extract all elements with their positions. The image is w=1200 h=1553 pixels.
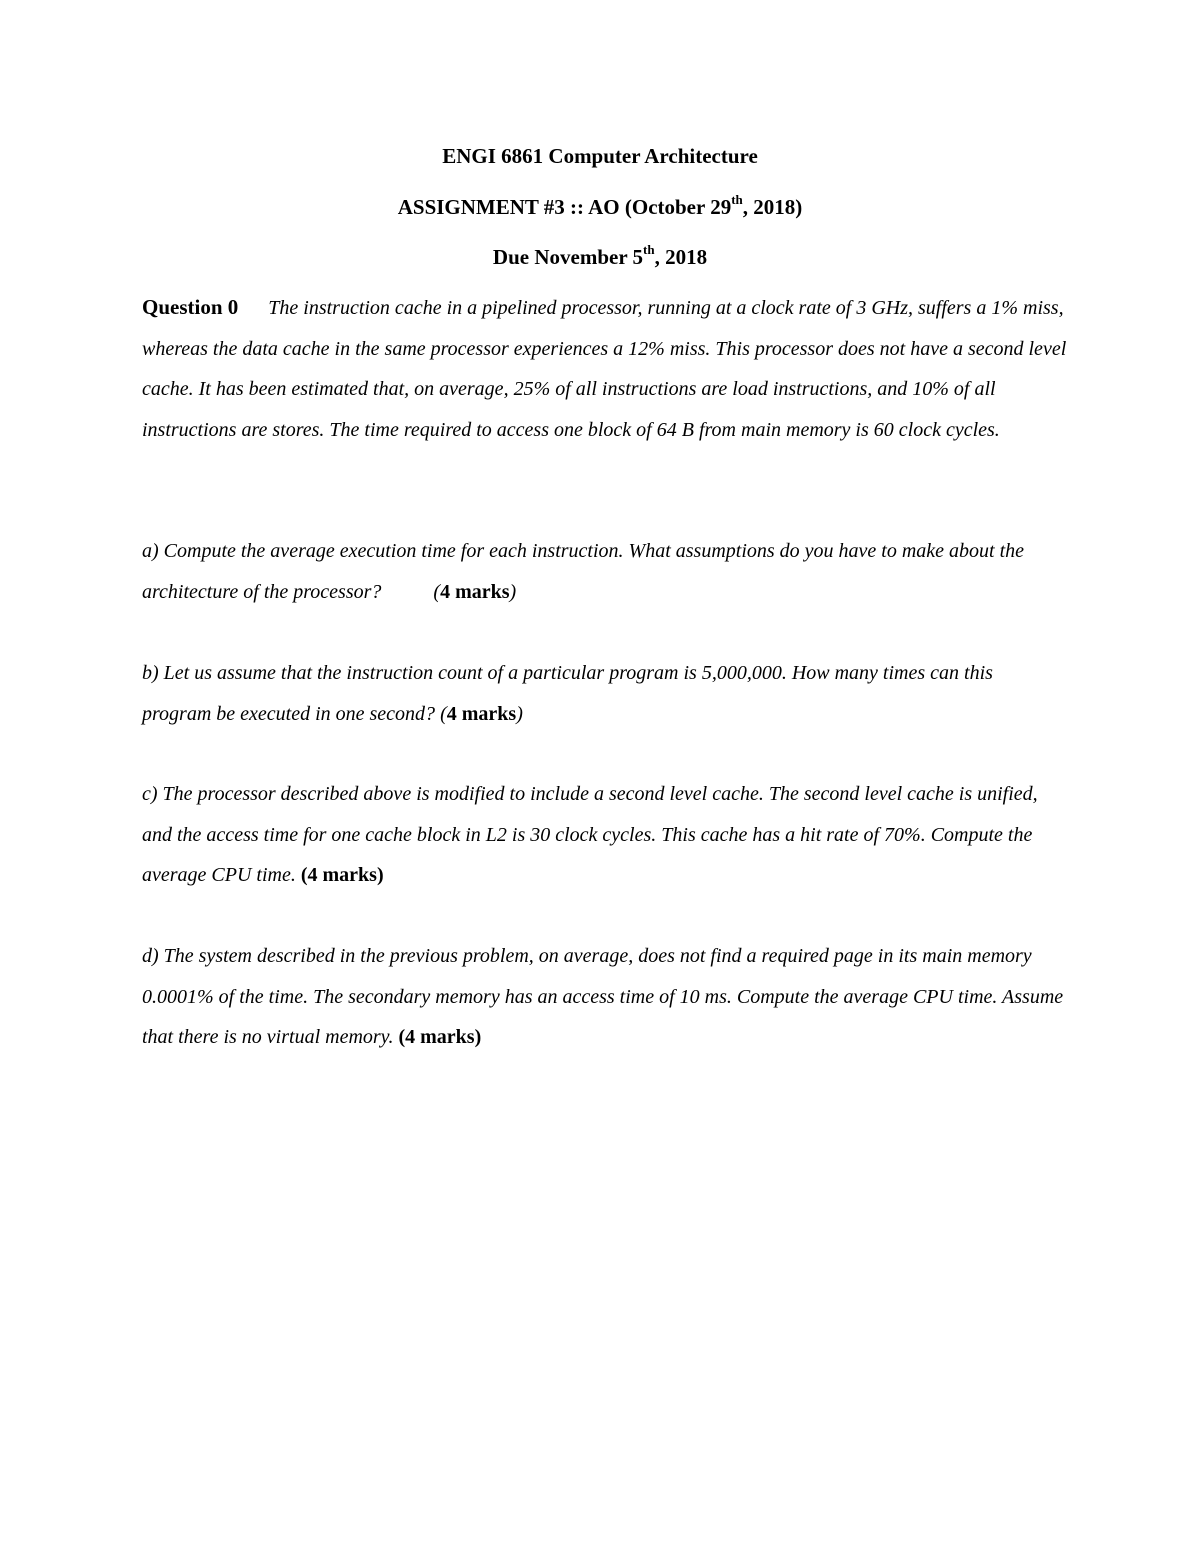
part-d-text: d) The system described in the previous problem, on average, does not find a required page in its main memory 0.0001% of the time. The secondary memory has an access time of 10 ms. Compute the average CPU time. Assume that there is no virtual memory. [142, 945, 1064, 1048]
part-b-marks-open: ( [440, 702, 447, 725]
part-b [142, 653, 1067, 734]
part-c-text: c) The processor described above is modified to include a second level cache. The second level cache is unified, and the access time for one cache block in L2 is 30 clock cycles. This cache has a hit rate of 70%. Compute the average CPU time. [142, 783, 1038, 886]
course-title [0, 144, 1200, 168]
part-a-marks-close: ) [509, 580, 517, 603]
part-b-marks-close: ) [516, 702, 523, 725]
course-title-text: ENGI 6861 Computer Architecture [442, 144, 758, 168]
part-d-marks: (4 marks) [398, 1026, 482, 1048]
part-b-text: b) Let us assume that the instruction count of a particular program is 5,000,000. How many times can this program be executed in one second? [142, 662, 993, 725]
assignment-title-prefix: ASSIGNMENT #3 :: AO (October 29 [397, 195, 732, 219]
due-date [0, 242, 1200, 269]
part-b-marks: 4 marks [446, 702, 517, 725]
assignment-date-ordinal: th [731, 192, 743, 207]
assignment-title [0, 192, 1200, 219]
due-date-ordinal: th [643, 242, 655, 257]
part-a-marks-open: ( [433, 580, 441, 603]
part-a [142, 531, 1067, 612]
due-date-prefix: Due November 5 [492, 245, 644, 269]
part-d [142, 936, 1067, 1058]
part-c [142, 774, 1067, 896]
question-intro-text: The instruction cache in a pipelined processor, running at a clock rate of 3 GHz, suffers a 1% miss, whereas the data cache in the same processor experiences a 12% miss. This processor does not have a second level cache. It has been estimated that, on average, 25% of all instructions are load instructions, and 10% of all instructions are stores. The time required to access one block of 64 B from main memory is 60 clock cycles. [142, 297, 1067, 441]
assignment-title-suffix: , 2018) [742, 195, 803, 219]
part-a-text: a) Compute the average execution time for each instruction. What assumptions do you have to make about the architecture of the processor? [142, 540, 1025, 603]
part-a-marks: 4 marks [440, 580, 510, 603]
question-label: Question 0 [142, 295, 239, 319]
question-intro [142, 287, 1067, 450]
due-date-suffix: , 2018 [654, 245, 708, 269]
part-c-marks: (4 marks) [300, 864, 384, 886]
